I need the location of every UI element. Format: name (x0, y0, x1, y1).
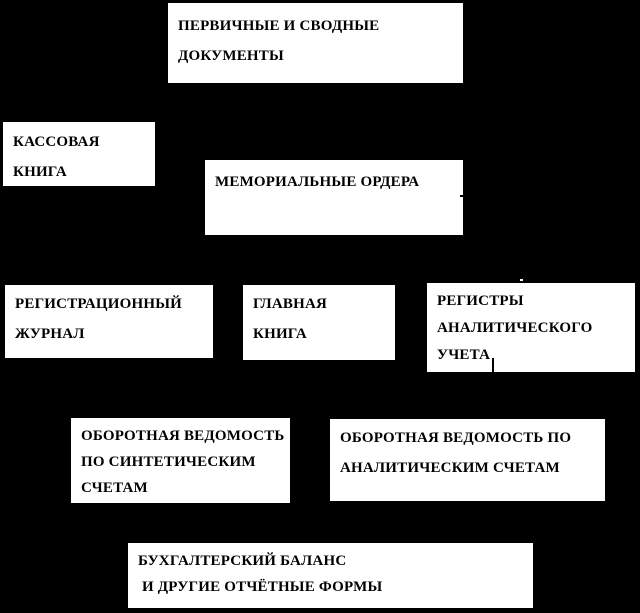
node-text-line: РЕГИСТРАЦИОННЫЙ (15, 296, 183, 312)
node-text-line: ОБОРОТНАЯ ВЕДОМОСТЬ (81, 428, 285, 444)
node-text-line: МЕМОРИАЛЬНЫЕ ОРДЕРА (215, 174, 420, 190)
node-text-line: ДОКУМЕНТЫ (178, 48, 284, 64)
node-text-line: ОБОРОТНАЯ ВЕДОМОСТЬ ПО (340, 430, 572, 446)
connector-stub-dot (520, 279, 523, 281)
connector-stub-dash (460, 195, 468, 197)
node-text-line: КАССОВАЯ (13, 134, 100, 150)
node-text-line: ЖУРНАЛ (15, 326, 85, 342)
node-registration-journal (5, 285, 213, 358)
node-balance-sheet-and-other-reports (128, 543, 533, 608)
node-text-line: ГЛАВНАЯ (253, 296, 328, 312)
node-text-line: КНИГА (253, 326, 307, 342)
node-cash-book (3, 122, 155, 186)
node-analytical-accounting-registers (427, 283, 635, 372)
connector-stub-vertical-line (492, 358, 494, 372)
node-text-line: АНАЛИТИЧЕСКИМ СЧЕТАМ (340, 460, 560, 476)
node-text-line: КНИГА (13, 164, 67, 180)
node-turnover-sheet-synthetic-accounts (71, 418, 290, 503)
node-memorial-orders (205, 160, 463, 235)
node-primary-and-summary-documents (168, 3, 463, 83)
node-text-line: АНАЛИТИЧЕСКОГО (437, 320, 593, 336)
node-text-line: УЧЕТА (437, 347, 491, 363)
node-text-line: И ДРУГИЕ ОТЧЁТНЫЕ ФОРМЫ (138, 579, 383, 595)
node-text-line: РЕГИСТРЫ (437, 293, 524, 309)
node-turnover-sheet-analytical-accounts (330, 419, 605, 501)
node-text-line: ПО СИНТЕТИЧЕСКИМ (81, 454, 256, 470)
node-text-line: ПЕРВИЧНЫЕ И СВОДНЫЕ (178, 18, 380, 34)
node-text-line: БУХГАЛТЕРСКИЙ БАЛАНС (138, 553, 347, 569)
node-general-ledger (243, 285, 395, 360)
node-text-line: СЧЕТАМ (81, 480, 148, 496)
